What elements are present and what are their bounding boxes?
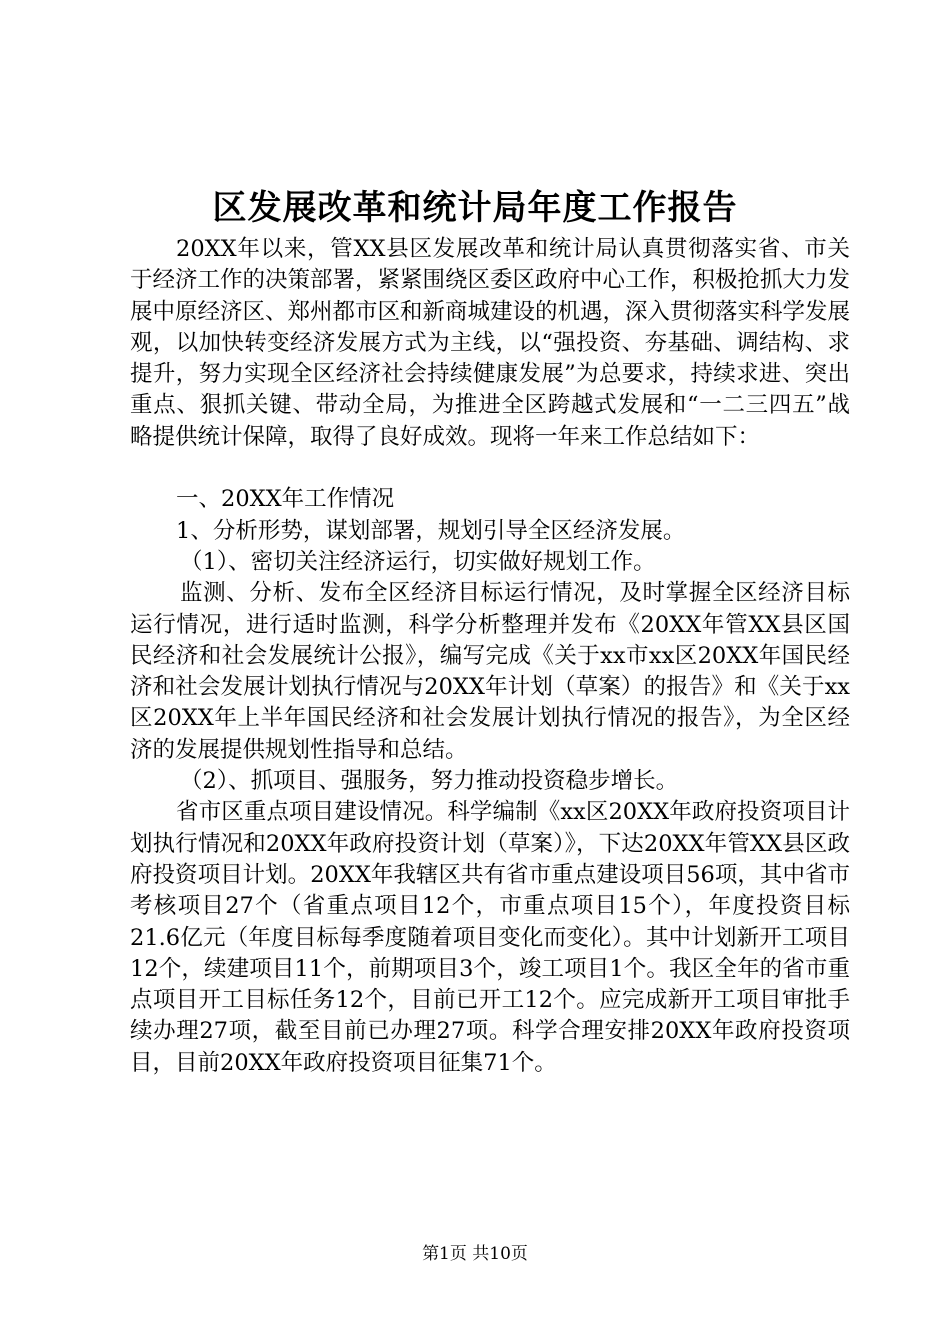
item-heading: 1、分析形势，谋划部署，规划引导全区经济发展。 <box>176 517 686 544</box>
subsection-heading-1: （1）、密切关注经济运行，切实做好规划工作。 <box>180 548 656 575</box>
section-heading: 一、20XX年工作情况 <box>176 486 395 513</box>
paragraph-spacer <box>130 453 850 484</box>
intro-paragraph: 20XX年以来，管XX县区发展改革和统计局认真贯彻落实省、市关于经济工作的决策部署，紧紧围绕区委区政府中心工作，积极抢抓大力发展中原经济区、郑州都市区和新商城建设的机遇，深入贯彻落实科学发展观，以加快转变经济发展方式为主线，以“强投资、夯基础、调结构、求提升，努力实现全区经济社会持续健康发展”为总要求，持续求进、突出重点、狠抓关键、带动全局，为推进全区跨越式发展和“一二三四五”战略提供统计保障，取得了良好成效。现将一年来工作总结如下： <box>130 236 851 450</box>
subsection-heading-2: （2）、抓项目、强服务，努力推动投资稳步增长。 <box>180 768 679 795</box>
subsection-body-2: 省市区重点项目建设情况。科学编制《xx区20XX年政府投资项目计划执行情况和20XX年政府投资计划（草案）》，下达20XX年管XX县区政府投资项目计划。20XX年我辖区共有省市重点建设项目56项，其中省市考核项目27个（省重点项目12个，市重点项目15个），年度投资目标21.6亿元（年度目标每季度随着项目变化而变化）。其中计划新开工项目12个，续建项目11个，前期项目3个，竣工项目1个。我区全年的省市重点项目开工目标任务12个，目前已开工12个。应完成新开工项目审批手续办理27项，截至目前已办理27项。科学合理安排20XX年政府投资项目，目前20XX年政府投资项目征集71个。 <box>130 799 850 1076</box>
subsection-body-1: 监测、分析、发布全区经济目标运行情况，及时掌握全区经济目标运行情况，进行适时监测，科学分析整理并发布《20XX年管XX县区国民经济和社会发展统计公报》，编写完成《关于xx市xx区20XX年国民经济和社会发展计划执行情况与20XX年计划（草案）的报告》和《关于xx区20XX年上半年国民经济和社会发展计划执行情况的报告》，为全区经济的发展提供规划性指导和总结。 <box>130 580 850 763</box>
page-number-footer: 第1页 共10页 <box>422 1244 528 1264</box>
document-body <box>130 234 850 1079</box>
document-title: 区发展改革和统计局年度工作报告 <box>212 188 738 228</box>
